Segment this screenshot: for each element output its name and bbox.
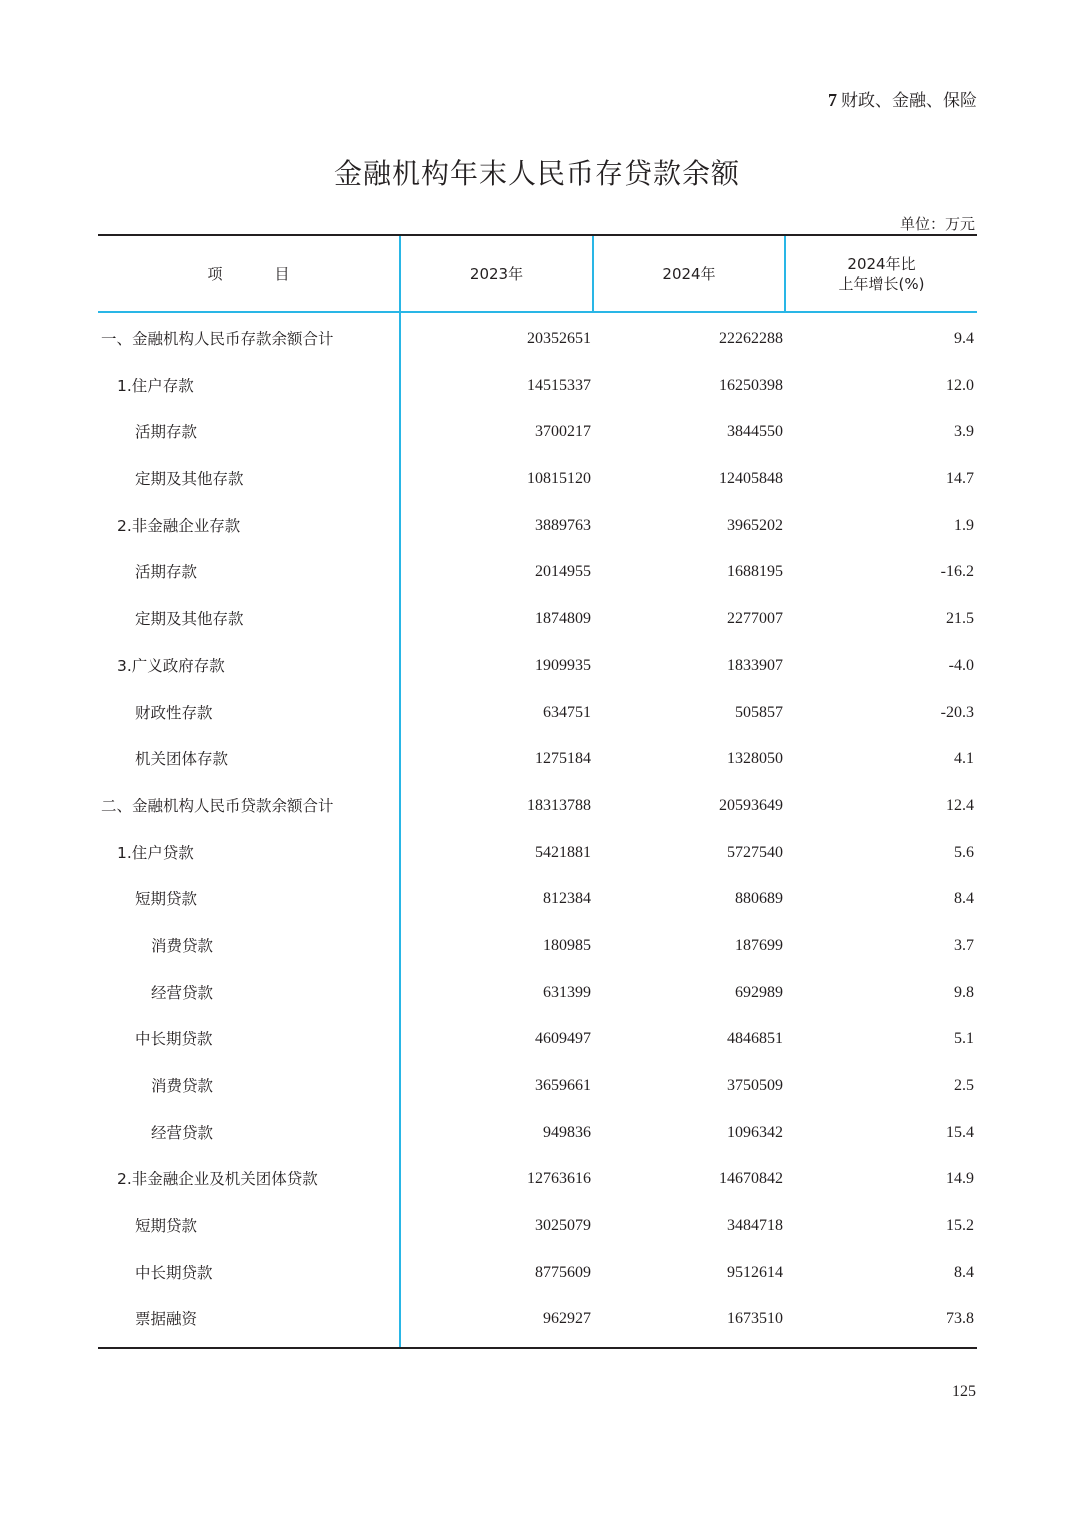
table-bottom-rule [98,1347,977,1349]
table-row [98,409,977,456]
value-2024: 692989 [735,983,783,1001]
page-number: 125 [952,1383,976,1400]
growth-percent: 3.7 [954,936,974,954]
row-label: 短期贷款 [135,890,198,909]
value-2024: 1673510 [727,1310,783,1328]
table-row [98,783,977,830]
table-row [98,1296,977,1343]
value-2023: 3659661 [535,1077,591,1094]
chapter-number: 7 [828,90,837,110]
value-2023: 12763616 [527,1170,591,1188]
growth-percent: 8.4 [954,1263,974,1281]
row-label: 2.非金融企业存款 [117,516,241,535]
value-2023: 4609497 [535,1030,591,1048]
value-2023: 18313788 [527,796,591,814]
growth-percent: 14.9 [946,1170,974,1188]
row-label: 短期贷款 [135,1217,198,1236]
table-row [98,1203,977,1250]
table-header-rule [98,311,977,313]
growth-percent: 5.1 [954,1030,974,1048]
header-2024: 2024年 [662,264,716,283]
value-2024: 2277007 [727,610,783,628]
growth-percent: 8.4 [954,890,974,908]
header-growth-line2: 上年增长(%) [838,274,925,293]
row-label: 机关团体存款 [135,750,229,769]
row-label: 经营贷款 [151,983,214,1002]
table-row [98,1063,977,1110]
row-label: 2.非金融企业及机关团体贷款 [117,1170,318,1189]
value-2024: 20593649 [719,796,783,814]
value-2023: 1909935 [535,656,591,674]
table-row [98,1016,977,1063]
table-row [98,690,977,737]
growth-percent: 5.6 [954,843,974,861]
value-2023: 3025079 [535,1217,591,1235]
table-row [98,363,977,410]
value-2024: 3750509 [727,1077,783,1094]
row-label: 中长期贷款 [135,1263,213,1282]
value-2023: 14515337 [527,376,591,394]
value-2024: 1833907 [727,656,783,674]
header-growth [786,236,977,311]
value-2023: 3700217 [535,423,591,441]
value-2024: 4846851 [727,1030,783,1048]
value-2023: 1874809 [535,610,591,628]
growth-percent: -16.2 [940,563,974,581]
value-2023: 1275184 [535,750,591,768]
value-2023: 180985 [543,936,591,954]
value-2023: 10815120 [527,470,591,488]
growth-percent: 2.5 [954,1077,974,1094]
row-label: 定期及其他存款 [135,470,244,489]
growth-percent: 3.9 [954,423,974,441]
row-label: 中长期贷款 [135,1030,213,1049]
value-2023: 5421881 [535,843,591,861]
table-row [98,549,977,596]
table-row [98,643,977,690]
value-2024: 505857 [735,703,783,721]
value-2024: 3844550 [727,423,783,441]
growth-percent: -4.0 [948,656,974,674]
value-2023: 631399 [543,983,591,1001]
chapter-header [828,86,977,111]
header-item [98,236,399,311]
value-2024: 5727540 [727,843,783,861]
chapter-title: 财政、金融、保险 [841,91,977,111]
growth-percent: 1.9 [954,516,974,534]
growth-percent: 12.4 [946,796,974,814]
value-2024: 14670842 [719,1170,783,1188]
value-2023: 8775609 [535,1263,591,1281]
growth-percent: 73.8 [946,1310,974,1328]
header-item-char-1: 项 [207,264,223,283]
value-2024: 1688195 [727,563,783,581]
table-row [98,1110,977,1157]
value-2023: 3889763 [535,516,591,534]
table-row [98,736,977,783]
value-2023: 962927 [543,1310,591,1328]
value-2024: 22262288 [719,330,783,347]
value-2024: 9512614 [727,1263,783,1281]
header-2023: 2023年 [469,264,524,283]
row-label: 1.住户存款 [117,376,194,395]
row-label: 经营贷款 [151,1123,214,1142]
table-row [98,876,977,923]
table-row [98,456,977,503]
value-2023: 20352651 [527,330,591,347]
table-row [98,923,977,970]
value-2024: 3484718 [727,1217,783,1235]
table-row [98,503,977,550]
value-2024: 1328050 [727,750,783,768]
value-2023: 949836 [543,1123,591,1141]
header-item-char-2: 目 [274,264,290,283]
row-label: 定期及其他存款 [135,610,244,629]
growth-percent: -20.3 [940,703,974,721]
value-2023: 2014955 [535,563,591,581]
unit-label: 单位：万元 [899,215,975,233]
value-2023: 812384 [543,890,591,908]
table-row [98,1250,977,1297]
table-row [98,596,977,643]
growth-percent: 9.4 [954,330,974,347]
growth-percent: 4.1 [954,750,974,768]
row-label: 一、金融机构人民币存款余额合计 [101,330,334,348]
growth-percent: 12.0 [946,376,974,394]
value-2024: 187699 [735,936,783,954]
row-label: 消费贷款 [151,936,214,955]
row-label: 活期存款 [135,423,198,442]
row-label: 二、金融机构人民币贷款余额合计 [101,796,334,815]
table-body [98,316,977,1343]
table-row [98,830,977,877]
page-title: 金融机构年末人民币存贷款余额 [333,157,740,190]
growth-percent: 14.7 [946,470,974,488]
value-2024: 16250398 [719,376,783,394]
growth-percent: 15.4 [946,1123,974,1141]
growth-percent: 15.2 [946,1217,974,1235]
growth-percent: 21.5 [946,610,974,628]
value-2024: 1096342 [727,1123,783,1141]
table-row [98,970,977,1017]
growth-percent: 9.8 [954,983,974,1001]
row-label: 活期存款 [135,563,198,582]
row-label: 3.广义政府存款 [117,656,225,675]
header-growth-line1: 2024年比 [847,254,916,273]
row-label: 财政性存款 [135,703,213,722]
value-2024: 880689 [735,890,783,908]
table-row [98,316,977,363]
row-label: 1.住户贷款 [117,843,194,862]
value-2023: 634751 [543,703,591,721]
value-2024: 3965202 [727,516,783,534]
value-2024: 12405848 [719,470,783,488]
table-row [98,1156,977,1203]
row-label: 票据融资 [135,1310,198,1329]
row-label: 消费贷款 [151,1077,214,1095]
